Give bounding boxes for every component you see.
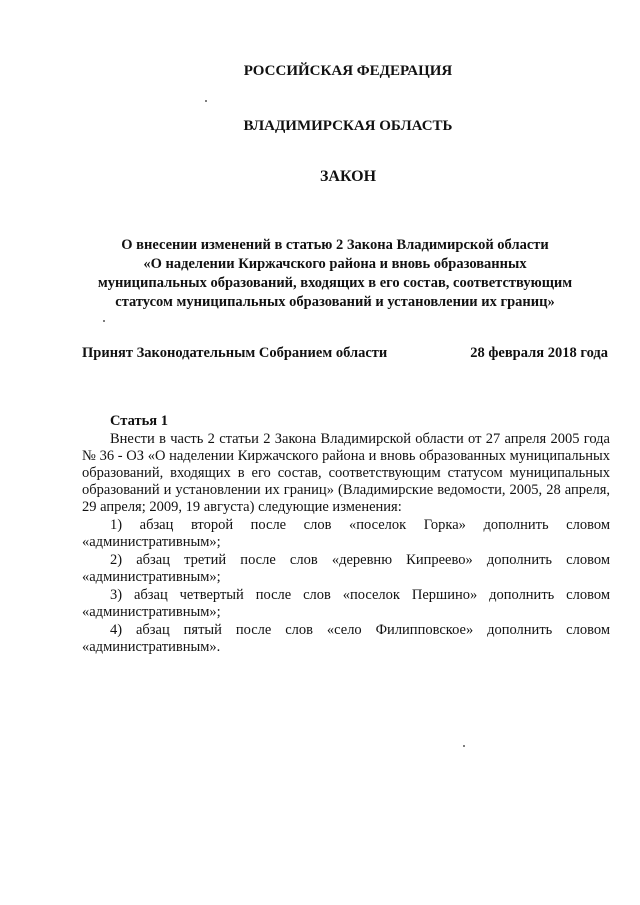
law-title <box>90 236 580 312</box>
law-title-line: О внесении изменений в статью 2 Закона Владимирской области <box>121 237 549 253</box>
amendment-item: 4) абзац пятый после слов «село Филипповское» дополнить словом «административным». <box>82 622 610 655</box>
law-title-line: «О наделении Киржачского района и вновь образованных <box>143 256 527 272</box>
country-heading: РОССИЙСКАЯ ФЕДЕРАЦИЯ <box>243 63 453 79</box>
adoption-line <box>82 345 608 362</box>
article-heading: Статья 1 <box>110 413 168 429</box>
article-1 <box>82 413 610 656</box>
adopted-by: Принят Законодательным Собранием области <box>82 345 388 361</box>
scan-speck <box>205 100 207 102</box>
law-title-line: статусом муниципальных образований и установлении их границ» <box>115 294 555 310</box>
amendment-item: 2) абзац третий после слов «деревню Кипреево» дополнить словом «административным»; <box>82 552 610 585</box>
amendment-item: 3) абзац четвертый после слов «поселок Першино» дополнить словом «административным»; <box>82 587 610 620</box>
document-type-heading: ЗАКОН <box>319 168 377 185</box>
law-title-line: муниципальных образований, входящих в его состав, соответствующим <box>97 275 573 291</box>
adoption-date: 28 февраля 2018 года <box>470 345 608 361</box>
scan-speck <box>463 745 465 747</box>
amendment-item: 1) абзац второй после слов «поселок Горка» дополнить словом «административным»; <box>82 517 610 550</box>
scan-speck <box>103 320 105 322</box>
article-intro-paragraph: Внести в часть 2 статьи 2 Закона Владимирской области от 27 апреля 2005 года № 36 - ОЗ «О наделении Киржачского района и вновь образованных муниципальных образований, входящих в его состав, соответствующим статусом муниципальных образований и установлении их границ» (Владимирские ведомости, 2005, 28 апреля, 29 апреля; 2009, 19 августа) следующие изменения: <box>82 431 610 515</box>
region-heading: ВЛАДИМИРСКАЯ ОБЛАСТЬ <box>243 118 453 134</box>
